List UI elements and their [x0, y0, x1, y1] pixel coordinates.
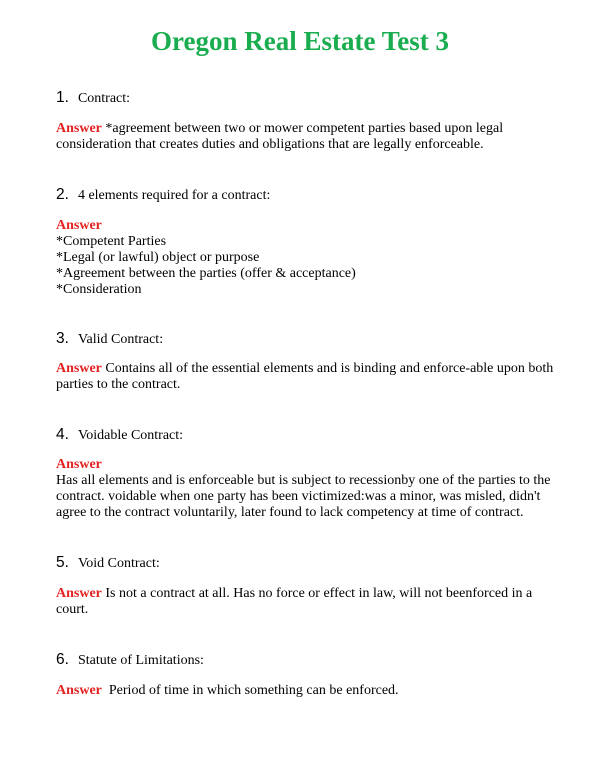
answer-text: [56, 683, 556, 699]
question-block-1: [56, 89, 556, 153]
answer-line: court.: [56, 602, 89, 617]
answer-line: Is not a contract at all. Has no force or effect in law, will not beenforced in a: [105, 586, 533, 601]
answer-text: [56, 121, 556, 153]
question-number: 1: [56, 89, 65, 106]
answer-label: Answer: [56, 586, 102, 601]
answer-label: Answer: [56, 218, 102, 233]
answer-label: Answer: [56, 361, 102, 376]
answer-line: parties to the contract.: [56, 377, 181, 392]
question-text: Contract:: [77, 91, 131, 106]
question-number: 5: [56, 554, 65, 571]
question-text: Statute of Limitations:: [77, 653, 204, 668]
answer-line: agree to the contract voluntarily, later found to lack competency at time of contract.: [56, 505, 524, 520]
answer-text: [56, 218, 556, 298]
question-number: 2: [56, 186, 65, 203]
answer-line: Has all elements and is enforceable but is subject to recessionby one of the parties to the: [56, 473, 551, 488]
question-block-2: [56, 186, 556, 298]
answer-line: *Agreement between the parties (offer & acceptance): [56, 266, 356, 281]
question-text: Valid Contract:: [77, 332, 164, 347]
question-line: 3. Valid Contract:: [56, 330, 164, 347]
question-text: Void Contract:: [77, 556, 160, 571]
question-line: 1. Contract:: [56, 89, 131, 106]
question-block-3: [56, 330, 556, 393]
question-line: 6. Statute of Limitations:: [56, 651, 204, 668]
answer-line: *Consideration: [56, 282, 142, 297]
question-block-5: [56, 554, 556, 618]
answer-line: Contains all of the essential elements and is binding and enforce-able upon both: [105, 361, 554, 376]
answer-label: Answer: [56, 121, 102, 136]
question-text: 4 elements required for a contract:: [77, 188, 271, 203]
answer-line: contract. voidable when one party has been victimized:was a minor, was misled, didn't: [56, 489, 541, 504]
question-number: 6: [56, 651, 65, 668]
question-line: 5. Void Contract:: [56, 554, 160, 571]
answer-line: consideration that creates duties and obligations that are legally enforceable.: [56, 137, 484, 152]
answer-text: [56, 457, 556, 521]
question-block-6: [56, 651, 556, 699]
question-text: Voidable Contract:: [77, 428, 184, 443]
question-block-4: [56, 426, 556, 521]
question-number: 4: [56, 426, 65, 443]
answer-line: *Competent Parties: [56, 234, 167, 249]
answer-label: Answer: [56, 457, 102, 472]
answer-text: [56, 361, 556, 393]
answer-line: *Legal (or lawful) object or purpose: [56, 250, 260, 265]
question-number: 3: [56, 330, 65, 347]
question-line: 2. 4 elements required for a contract:: [56, 186, 271, 203]
answer-line: Period of time in which something can be enforced.: [108, 683, 399, 698]
answer-text: [56, 586, 556, 618]
page-title: Oregon Real Estate Test 3: [151, 26, 449, 56]
answer-label: Answer: [56, 683, 102, 698]
question-line: 4. Voidable Contract:: [56, 426, 184, 443]
answer-line: *agreement between two or mower competent parties based upon legal: [105, 121, 504, 136]
